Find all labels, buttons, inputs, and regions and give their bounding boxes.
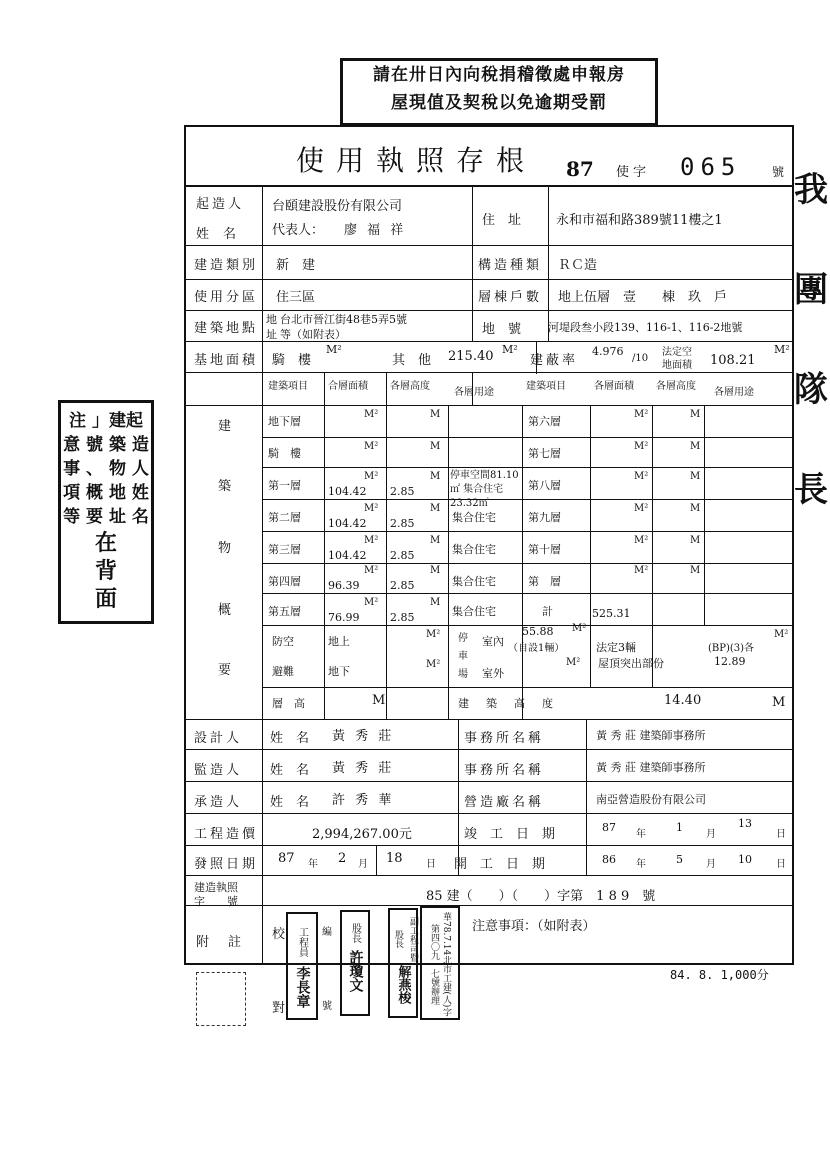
sig-name: 許瓊文 xyxy=(347,950,364,992)
reminder-stamp xyxy=(340,58,658,126)
floor-name: 第八層 xyxy=(528,479,561,492)
notice-big-3: 面 xyxy=(94,586,117,612)
open-value: 108.21 xyxy=(710,353,756,368)
header-use-2: 各層用途 xyxy=(714,387,754,398)
divider xyxy=(262,467,792,468)
unit-m2: M² xyxy=(634,565,649,576)
divider xyxy=(262,593,792,594)
right-margin-stamp xyxy=(792,140,830,840)
coverage-label: 建蔽率 xyxy=(530,353,579,368)
header-build-item: 建築項目 xyxy=(268,381,308,392)
applicant-label: 起造人 xyxy=(196,197,245,212)
floor-use: 集合住宅 xyxy=(452,605,496,618)
type-value: 新 建 xyxy=(276,258,316,273)
supervisor-name-label: 姓 名 xyxy=(270,763,310,778)
permit-hao: 號 xyxy=(772,165,785,179)
roof-value: 12.89 xyxy=(714,655,746,668)
floor-area: 104.42 xyxy=(328,517,367,530)
sig-name: 李長章 xyxy=(294,966,311,1008)
floor-area: 76.99 xyxy=(328,611,360,624)
designer-office: 黃 秀 莊 建築師事務所 xyxy=(596,729,706,742)
notice-line: 項 概 地 姓 xyxy=(63,483,149,503)
divider xyxy=(186,813,792,814)
side-char: 築 xyxy=(218,479,232,494)
floor-height: 2.85 xyxy=(390,517,415,530)
site-address-2: 等（如附表） xyxy=(280,328,346,341)
unit-m2: M² xyxy=(326,343,342,356)
designer-name: 黃 秀 莊 xyxy=(332,729,395,744)
margin-char: 團 xyxy=(794,270,828,310)
unit-m2: M² xyxy=(426,659,441,670)
margin-char: 隊 xyxy=(794,370,828,410)
designer-label: 設計人 xyxy=(194,731,243,746)
issue-month: 2 xyxy=(338,851,347,866)
floor-name: 第三層 xyxy=(268,543,301,556)
unit-m2: M² xyxy=(634,471,649,482)
sig-section-chief xyxy=(340,910,370,1016)
site-label: 建築地點 xyxy=(194,321,259,336)
unit-m: M xyxy=(430,409,441,420)
side-char: 物 xyxy=(218,541,232,556)
total-area: 525.31 xyxy=(592,607,631,620)
parking-char: 場 xyxy=(458,669,468,680)
permit-label-1: 建造執照 xyxy=(194,881,238,894)
notice-stamp xyxy=(58,400,154,624)
divider xyxy=(262,531,792,532)
zone-label: 使用分區 xyxy=(194,290,259,305)
struct-label: 構造種類 xyxy=(478,258,543,273)
col-line xyxy=(458,719,459,875)
divider xyxy=(186,279,792,280)
divider xyxy=(186,781,792,782)
unit-m: M xyxy=(690,503,701,514)
notice-line: 事 、 物 人 xyxy=(63,459,149,479)
type-label: 建造類別 xyxy=(194,258,259,273)
day-label: 日 xyxy=(426,859,436,870)
open-label-2: 地面積 xyxy=(662,360,692,371)
coverage-value: 4.976 xyxy=(592,345,624,358)
floor-name: 計 xyxy=(542,605,553,618)
unit-m: M xyxy=(690,565,701,576)
notice-text: 注意事項：（如附表） xyxy=(472,919,596,934)
sig-name: 解燕梭 xyxy=(395,965,411,1004)
shelter-above: 地上 xyxy=(328,635,350,648)
floor-height: 2.85 xyxy=(390,579,415,592)
supervisor-office-label: 事務所名稱 xyxy=(464,763,545,778)
unit-m: M xyxy=(372,693,386,708)
completion-day: 13 xyxy=(738,817,752,830)
sig-role: 工程員 xyxy=(296,927,308,957)
unit-m: M xyxy=(430,565,441,576)
address-label: 住 址 xyxy=(482,213,522,228)
sig-role: 副工程司暨股長 xyxy=(393,916,418,962)
remark-label: 附 註 xyxy=(196,935,245,950)
reminder-line-2: 屋現值及契稅以免逾期受罰 xyxy=(391,93,607,113)
rep-label: 代表人： xyxy=(272,223,325,238)
approval-stamp xyxy=(420,906,460,1020)
unit-m: M xyxy=(772,695,786,710)
divider xyxy=(186,905,792,906)
depth-label: 層 高 xyxy=(272,697,305,710)
unit-m: M xyxy=(430,441,441,452)
floor-use: 停車空間81.10㎡ 集合住宅23.32㎡ xyxy=(450,470,519,509)
col-line xyxy=(324,372,325,719)
unit-m2: M² xyxy=(426,629,441,640)
unit-m2: M² xyxy=(634,503,649,514)
designer-name-label: 姓 名 xyxy=(270,731,310,746)
unit-m2: M² xyxy=(364,471,379,482)
col-line xyxy=(704,405,705,625)
day-label: 日 xyxy=(776,829,786,840)
cost-value: 2,994,267.00元 xyxy=(312,827,412,842)
unit-m2: M² xyxy=(364,409,379,420)
col-line xyxy=(448,405,449,719)
unit-m2: M² xyxy=(634,441,649,452)
unit-m: M xyxy=(690,471,701,482)
header-area: 合層面積 xyxy=(328,381,368,392)
edit-label-2: 號 xyxy=(322,1001,332,1012)
contractor-office-label: 營造廠名稱 xyxy=(464,795,545,810)
floor-name: 地下層 xyxy=(268,415,301,428)
header-area-2: 各層面積 xyxy=(594,381,634,392)
col-line xyxy=(548,185,549,341)
unit-m: M xyxy=(690,441,701,452)
floor-name: 第五層 xyxy=(268,605,301,618)
approval-text: 華78.7.14北市工建(人)字第四〇九一七號辦理 xyxy=(429,911,451,1017)
site-address-1: 台北市晉江街48巷5弄5號 xyxy=(280,313,407,326)
start-year: 86 xyxy=(602,853,616,866)
struct-value: ＲＣ造 xyxy=(558,258,598,273)
floor-name: 第七層 xyxy=(528,447,561,460)
col-line xyxy=(652,405,653,687)
col-line xyxy=(590,405,591,687)
floors-count-value: 地上伍層 壹 棟 玖 戶 xyxy=(558,290,728,305)
unit-m2: M² xyxy=(364,535,379,546)
parking-indoor-label: 室內 xyxy=(482,635,504,648)
col-line xyxy=(522,405,523,719)
divider xyxy=(262,437,792,438)
site-addr-char-1: 地 xyxy=(266,313,277,326)
permit-number: 065 xyxy=(680,153,742,181)
issue-year: 87 xyxy=(278,851,295,866)
unit-m2: M² xyxy=(364,565,379,576)
col-line xyxy=(386,372,387,719)
notice-line: 注 」建起 xyxy=(69,411,143,431)
divider xyxy=(186,372,792,373)
floor-name: 第二層 xyxy=(268,511,301,524)
divider xyxy=(186,245,792,246)
floor-name: 第四層 xyxy=(268,575,301,588)
year-label: 年 xyxy=(308,859,318,870)
seal-stamp xyxy=(196,972,246,1026)
notice-big-1: 在 xyxy=(94,530,117,556)
month-label: 月 xyxy=(706,829,716,840)
edit-label: 編 xyxy=(322,927,332,938)
margin-char: 長 xyxy=(794,470,828,510)
form-footer: 84. 8. 1,000分 xyxy=(670,968,769,982)
sig-role: 股長 xyxy=(349,923,361,943)
shelter-label-2: 避難 xyxy=(272,665,294,678)
parking-outdoor-label: 室外 xyxy=(482,667,504,680)
floor-name: 第九層 xyxy=(528,511,561,524)
shelter-label-1: 防空 xyxy=(272,635,294,648)
notice-line: 等 要 址 名 xyxy=(63,507,149,527)
sig-deputy xyxy=(388,908,418,1018)
parking-char: 車 xyxy=(458,651,468,662)
floor-use: 集合住宅 xyxy=(452,543,496,556)
completion-label: 竣 工 日 期 xyxy=(464,827,556,842)
floors-count-label: 層棟戶數 xyxy=(478,290,543,305)
unit-m: M xyxy=(430,597,441,608)
year-label: 年 xyxy=(636,829,646,840)
permit-value: 85 建（ ）（ ）字第 1 8 9 號 xyxy=(426,889,656,904)
unit-m: M xyxy=(430,503,441,514)
supervisor-office: 黃 秀 莊 建築師事務所 xyxy=(596,761,706,774)
unit-m: M xyxy=(430,535,441,546)
header-height-2: 各層高度 xyxy=(656,381,696,392)
floor-height: 2.85 xyxy=(390,485,415,498)
col-line xyxy=(586,719,587,875)
other-label: 其 他 xyxy=(392,353,432,368)
unit-m2: M² xyxy=(364,503,379,514)
cost-label: 工程造價 xyxy=(194,827,259,842)
col-line xyxy=(472,185,473,341)
side-char: 建 xyxy=(218,419,232,434)
side-char: 概 xyxy=(218,603,232,618)
divider xyxy=(186,719,792,720)
unit-m2: M² xyxy=(364,441,379,452)
side-char: 要 xyxy=(218,663,232,678)
header-use: 各層用途 xyxy=(454,387,494,398)
unit-m2: M² xyxy=(364,597,379,608)
reminder-line-1: 請在卅日內向稅捐稽徵處申報房 xyxy=(373,65,625,85)
notice-big-2: 背 xyxy=(94,558,117,584)
divider xyxy=(262,499,792,500)
permit-zi: 使字 xyxy=(616,165,651,180)
unit-m: M xyxy=(430,471,441,482)
parking-indoor: 55.88 xyxy=(522,625,554,638)
floor-name: 第 層 xyxy=(528,575,561,588)
contractor-name: 許 秀 華 xyxy=(332,793,395,808)
contractor-label: 承造人 xyxy=(194,795,243,810)
unit-m: M xyxy=(690,535,701,546)
contractor-office: 南亞營造股份有限公司 xyxy=(596,793,706,806)
floor-area: 104.42 xyxy=(328,549,367,562)
permit-label-2: 字 號 xyxy=(194,895,238,908)
start-month: 5 xyxy=(676,853,683,866)
designer-office-label: 事務所名稱 xyxy=(464,731,545,746)
parking-char: 停 xyxy=(458,633,468,644)
col-line xyxy=(376,845,377,875)
site-addr-char-2: 址 xyxy=(266,328,277,341)
floor-use: 集合住宅 xyxy=(452,575,496,588)
check-label-2: 對 xyxy=(272,1001,286,1016)
other-value: 215.40 xyxy=(448,349,494,364)
completion-year: 87 xyxy=(602,821,616,834)
title-row xyxy=(186,127,792,187)
floor-name: 騎 樓 xyxy=(268,447,301,460)
floor-name: 第六層 xyxy=(528,415,561,428)
arcade-label: 騎 樓 xyxy=(272,353,312,368)
supervisor-name: 黃 秀 莊 xyxy=(332,761,395,776)
floor-use: 集合住宅 xyxy=(452,511,496,524)
roof-label: 屋頂突出部份 xyxy=(598,657,664,670)
divider xyxy=(186,749,792,750)
unit-m2: M² xyxy=(774,343,790,356)
unit-m2: M² xyxy=(572,623,587,634)
completion-month: 1 xyxy=(676,821,683,834)
contractor-name-label: 姓 名 xyxy=(270,795,310,810)
supervisor-label: 監造人 xyxy=(194,763,243,778)
header-build-item-2: 建築項目 xyxy=(526,381,566,392)
header-height: 各層高度 xyxy=(390,381,430,392)
floor-height: 2.85 xyxy=(390,611,415,624)
divider xyxy=(186,405,792,406)
divider xyxy=(186,845,792,846)
building-height-label: 建 築 高 度 xyxy=(458,697,556,710)
parking-legal: 法定3輛 xyxy=(596,641,636,654)
zone-value: 住三區 xyxy=(276,290,316,305)
divider xyxy=(186,875,792,876)
name-label: 姓名 xyxy=(196,227,251,242)
unit-m2: M² xyxy=(634,535,649,546)
page-title: 使用執照存根 xyxy=(296,144,537,177)
check-label: 校 xyxy=(272,927,286,942)
unit-m2: M² xyxy=(502,343,518,356)
notice-line: 意 號 築 造 xyxy=(63,435,149,455)
lot-value: 河堤段叁小段139、116-1、116-2地號 xyxy=(548,321,743,334)
company-name: 台頤建設股份有限公司 xyxy=(272,199,403,214)
area-label: 基地面積 xyxy=(194,353,259,368)
floor-area: 96.39 xyxy=(328,579,360,592)
day-label: 日 xyxy=(776,859,786,870)
year-label: 年 xyxy=(636,859,646,870)
permit-year: 87 xyxy=(566,157,594,181)
divider xyxy=(262,563,792,564)
roof-note: (BP)(3)各 xyxy=(708,643,755,654)
month-label: 月 xyxy=(358,859,368,870)
sig-engineer xyxy=(286,912,318,1020)
start-day: 10 xyxy=(738,853,752,866)
margin-char: 我 xyxy=(794,170,828,210)
unit-m2: M² xyxy=(774,629,789,640)
shelter-below: 地下 xyxy=(328,665,350,678)
rep-name: 廖 福 祥 xyxy=(344,223,407,238)
floor-height: 2.85 xyxy=(390,549,415,562)
issue-day: 18 xyxy=(386,851,403,866)
coverage-suffix: /10 xyxy=(632,353,649,364)
floor-name: 第一層 xyxy=(268,479,301,492)
col-line xyxy=(262,185,263,965)
unit-m2: M² xyxy=(566,657,581,668)
floor-area: 104.42 xyxy=(328,485,367,498)
floor-name: 第十層 xyxy=(528,543,561,556)
divider xyxy=(262,687,792,688)
unit-m: M xyxy=(690,409,701,420)
address-value: 永和市福和路389號11樓之1 xyxy=(556,213,723,228)
month-label: 月 xyxy=(706,859,716,870)
open-label-1: 法定空 xyxy=(662,347,692,358)
unit-m2: M² xyxy=(634,409,649,420)
start-label: 開 工 日 期 xyxy=(454,857,546,872)
lot-label: 地 號 xyxy=(482,322,522,337)
issue-label: 發照日期 xyxy=(194,857,259,872)
parking-indoor-note: （自設1輛） xyxy=(508,643,565,654)
building-height-value: 14.40 xyxy=(664,693,702,708)
